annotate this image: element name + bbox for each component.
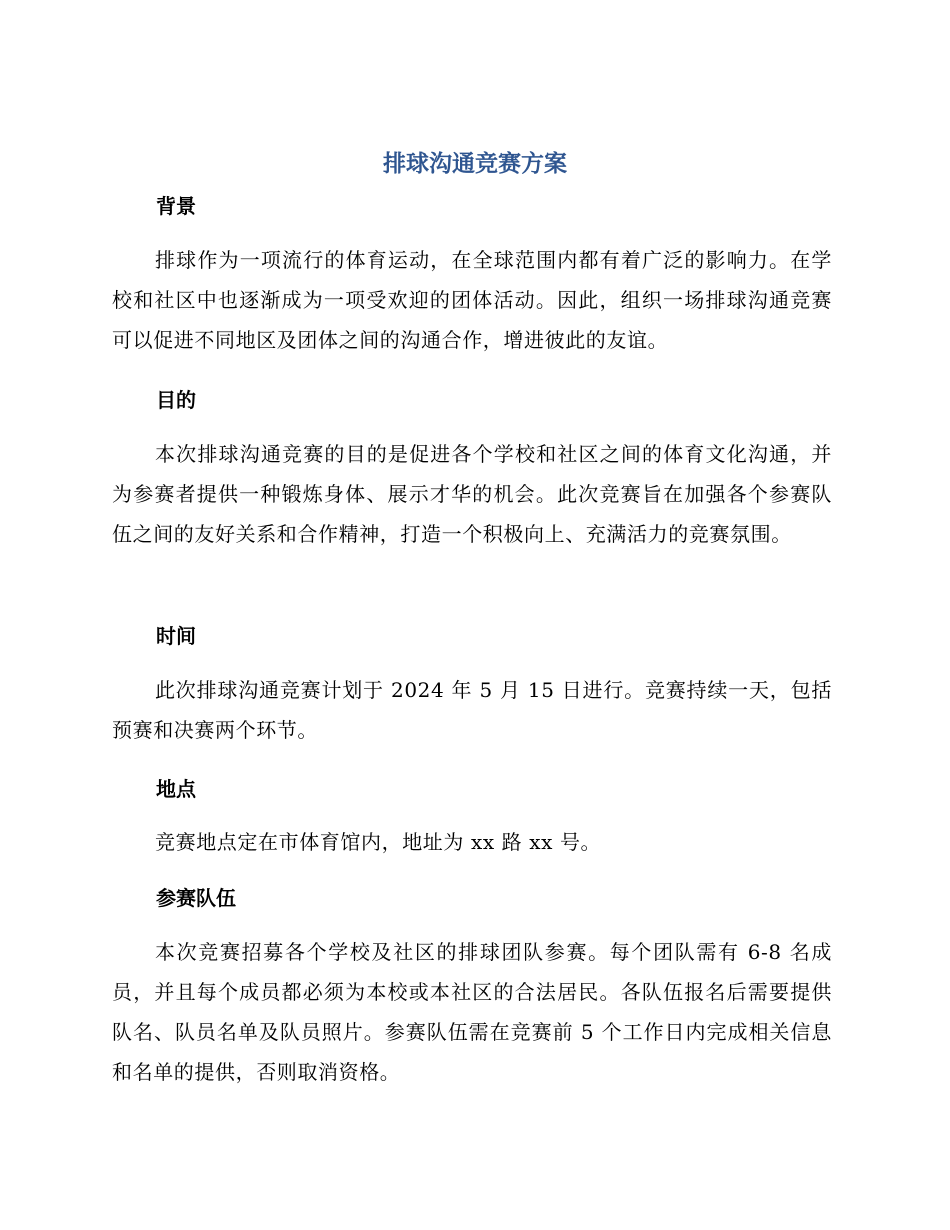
heading-time: 时间 <box>156 624 196 648</box>
heading-purpose: 目的 <box>156 388 196 412</box>
heading-background: 背景 <box>156 194 196 218</box>
paragraph-teams: 本次竞赛招募各个学校及社区的排球团队参赛。每个团队需有 6-8 名成员，并且每个成员都必须为本校或本社区的合法居民。各队伍报名后需要提供队名、队员名单及队员照片。参赛队伍需在竞赛前 5 个工作日内完成相关信息和名单的提供，否则取消资格。 <box>112 940 832 1084</box>
paragraph-time: 此次排球沟通竞赛计划于 2024 年 5 月 15 日进行。竞赛持续一天，包括预赛和决赛两个环节。 <box>112 678 832 742</box>
document-title: 排球沟通竞赛方案 <box>383 151 567 177</box>
heading-location: 地点 <box>156 777 196 801</box>
paragraph-location: 竞赛地点定在市体育馆内，地址为 xx 路 xx 号。 <box>155 830 602 854</box>
paragraph-background: 排球作为一项流行的体育运动，在全球范围内都有着广泛的影响力。在学校和社区中也逐渐成为一项受欢迎的团体活动。因此，组织一场排球沟通竞赛可以促进不同地区及团体之间的沟通合作，增进彼此的友谊。 <box>112 248 832 352</box>
paragraph-purpose: 本次排球沟通竞赛的目的是促进各个学校和社区之间的体育文化沟通，并为参赛者提供一种锻炼身体、展示才华的机会。此次竞赛旨在加强各个参赛队伍之间的友好关系和合作精神，打造一个积极向上、充满活力的竞赛氛围。 <box>112 442 832 546</box>
heading-teams: 参赛队伍 <box>156 886 236 910</box>
